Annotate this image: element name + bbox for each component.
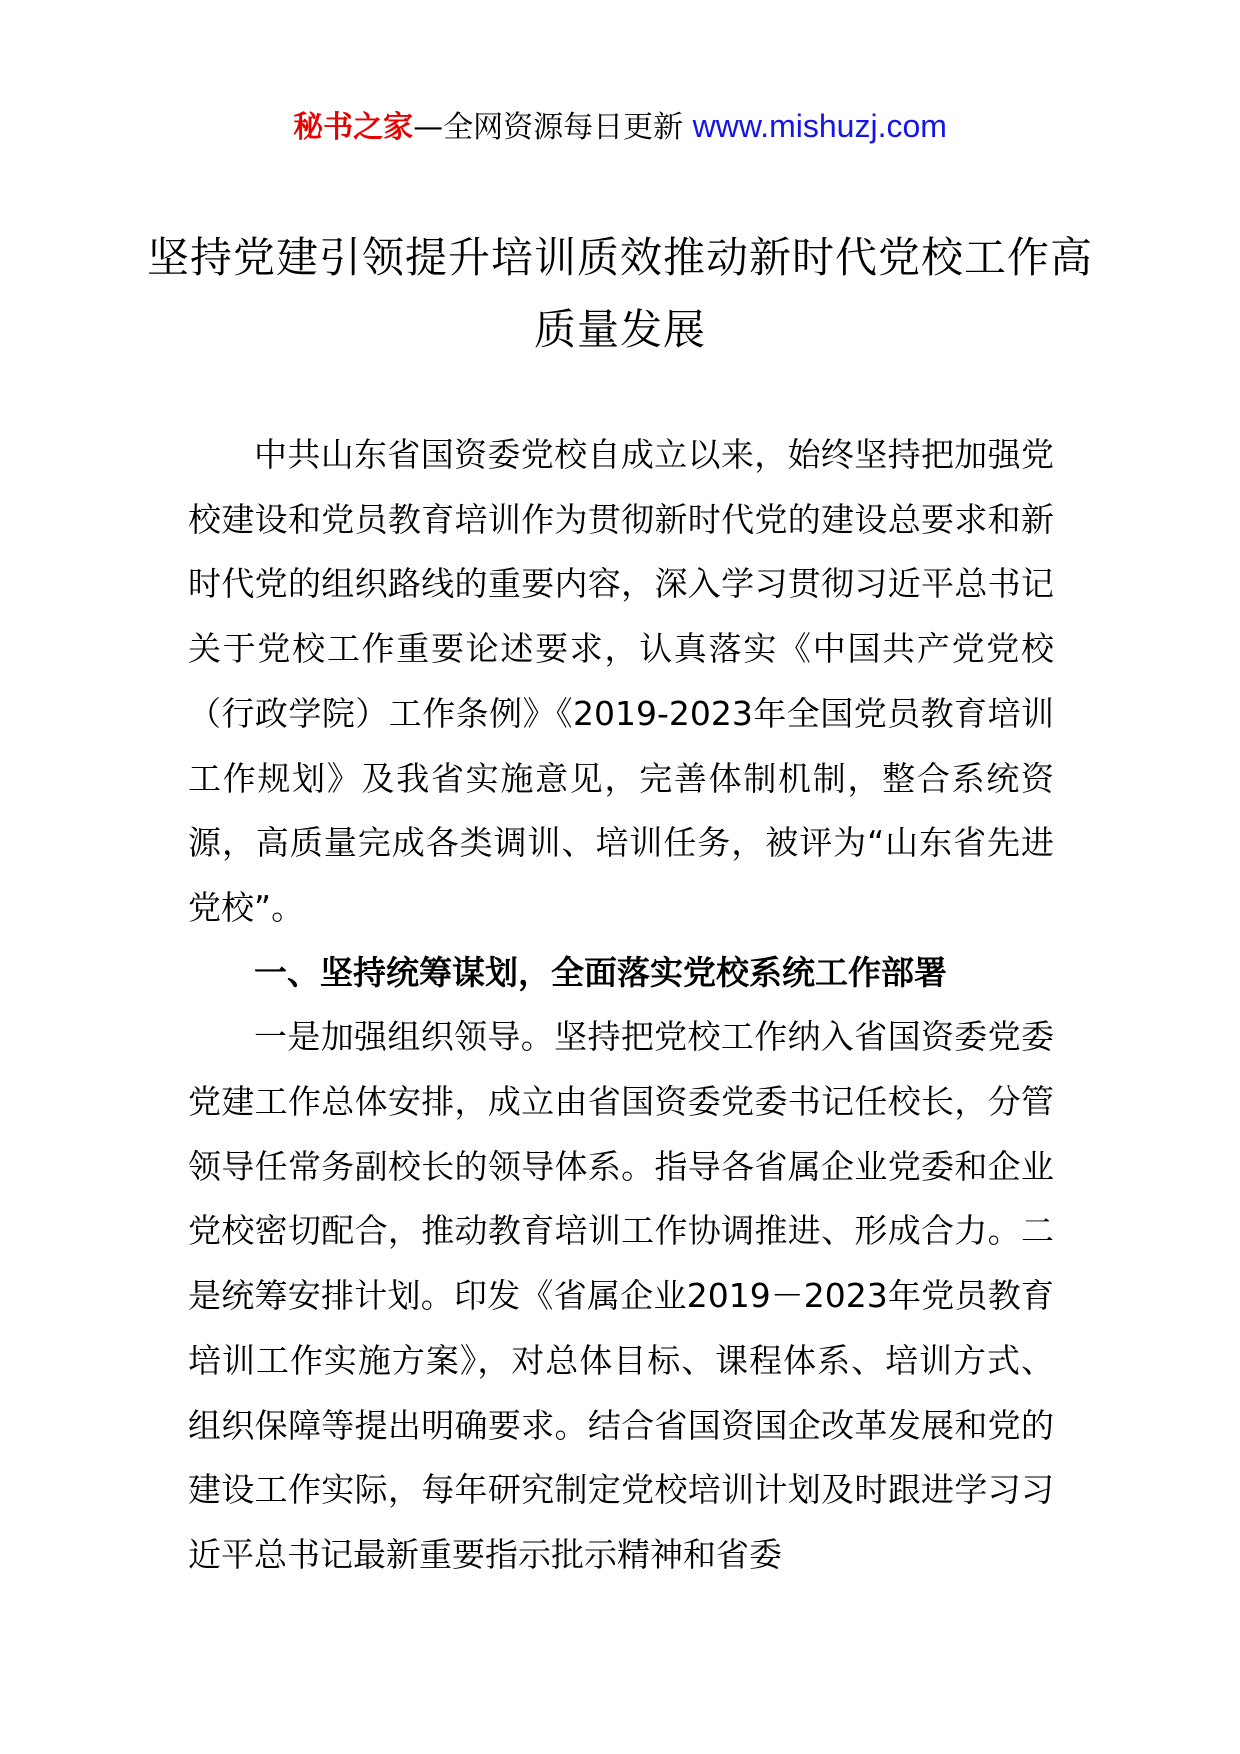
document-body [188,423,1054,1588]
brand-name: 秘书之家 [293,110,414,145]
banner-tagline: —全网资源每日更新 [413,110,693,145]
site-url-link[interactable]: www.mishuzj.com [692,108,947,144]
section-heading-1: 一、坚持统筹谋划，全面落实党校系统工作部署 [254,952,947,992]
intro-paragraph: 中共山东省国资委党校自成立以来，始终坚持把加强党校建设和党员教育培训作为贯彻新时代党的建设总要求和新时代党的组织路线的重要内容，深入学习贯彻习近平总书记关于党校工作重要论述要求，认真落实《中国共产党党校（行政学院）工作条例》《2019-2023年全国党员教育培训工作规划》及我省实施意见，完善体制机制，整合系统资源，高质量完成各类调训、培训任务，被评为“山东省先进党校”。 [188,435,1054,927]
site-banner [0,104,1240,150]
document-title: 坚持党建引领提升培训质效推动新时代党校工作高质量发展 [146,233,1093,354]
section-1-paragraph: 一是加强组织领导。坚持把党校工作纳入省国资委党委党建工作总体安排，成立由省国资委党委书记任校长，分管领导任常务副校长的领导体系。指导各省属企业党委和企业党校密切配合，推动教育培训工作协调推进、形成合力。二是统筹安排计划。印发《省属企业2019－2023年党员教育培训工作实施方案》，对总体目标、课程体系、培训方式、组织保障等提出明确要求。结合省国资国企改革发展和党的建设工作实际，每年研究制定党校培训计划及时跟进学习习近平总书记最新重要指示批示精神和省委 [188,1017,1054,1574]
